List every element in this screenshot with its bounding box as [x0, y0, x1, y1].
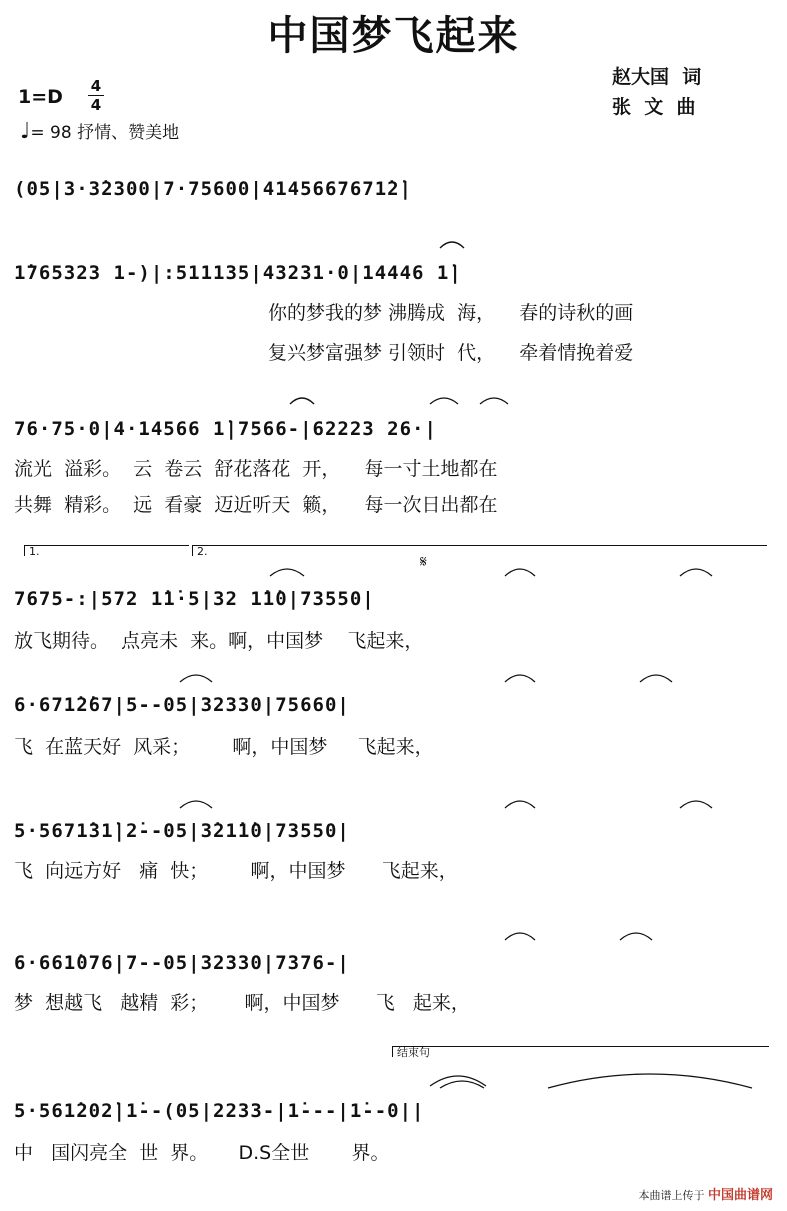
slur [180, 801, 212, 808]
slur [505, 933, 535, 940]
lyric-line-8: 中 国闪亮全 世 界。 D.S全世 界。 [14, 1142, 390, 1164]
lyric-line-6: 飞 向远方好 痛 快； 啊，中国梦 飞起来， [14, 860, 458, 882]
volta-2: 2. [192, 545, 767, 556]
key-signature: 1=D [18, 86, 63, 108]
song-title: 中国梦飞起来 [267, 13, 520, 59]
quarter-note-icon: ♩ [20, 119, 31, 144]
site-brand[interactable]: 中国曲谱网 [707, 1188, 773, 1203]
footer-credit [638, 1184, 773, 1203]
music-line-3: 76·75·0|4·14566 1̇|7566-|62223 26·| [14, 418, 437, 440]
slur [680, 801, 712, 808]
time-signature-top: 4 [90, 77, 102, 95]
lyric-line-2-verse-1: 你的梦我的梦 沸腾成 海， 春的诗秋的画 [268, 302, 634, 324]
composer: 张 文 曲 [612, 96, 696, 118]
slur [440, 1081, 484, 1088]
volta-1: 1. [24, 545, 189, 556]
slur [680, 569, 712, 576]
music-line-1: (05|3·3̇2300|7·75600|4145667671̇2̇| [14, 178, 413, 200]
slur [270, 569, 304, 576]
lyric-line-4: 放飞期待。 点亮未 来。啊，中国梦 飞起来， [14, 630, 424, 652]
footer-text: 本曲谱上传于 [638, 1189, 705, 1202]
slur [480, 398, 508, 404]
slur [180, 675, 212, 682]
slur [640, 675, 672, 682]
music-line-6: 5·5671̇31̇|2̇--05|3̇21̇1̇0|73550| [14, 820, 350, 842]
slur [290, 398, 314, 404]
slur [440, 242, 464, 248]
lyric-line-2-verse-2: 复兴梦富强梦 引领时 代， 牵着情挽着爱 [268, 342, 634, 364]
lyric-line-3-verse-2: 共舞 精彩。 远 看豪 迈近听天 籁， 每一次日出都在 [14, 494, 498, 516]
slur [505, 569, 535, 576]
music-line-5: 6·671̇2̇67|5--05|32330|75660| [14, 694, 350, 716]
music-line-2: 1̇765323 1-)|:511135|43231·0|14446 1̇| [14, 262, 462, 284]
lyricist: 赵大国 词 [612, 66, 702, 88]
lyric-line-3-verse-1: 流光 溢彩。 云 卷云 舒花落花 开， 每一寸土地都在 [14, 458, 498, 480]
segno-icon: 𝄋 [420, 552, 427, 571]
music-line-4: 7675-:|572 1̇1̇·5|32 1̇1̇0|73550| [14, 588, 375, 610]
lyric-line-5: 飞 在蓝天好 风采； 啊，中国梦 飞起来， [14, 736, 434, 758]
slur [430, 398, 458, 404]
tempo-text: = 98 抒情、赞美地 [30, 123, 180, 143]
music-line-7: 6·661̇076|7--05|32330|7376-| [14, 952, 350, 974]
slur [505, 801, 535, 808]
slur [620, 933, 652, 940]
slur [505, 675, 535, 682]
time-signature-bottom: 4 [90, 96, 102, 114]
slur [548, 1074, 752, 1088]
lyric-line-7: 梦 想越飞 越精 彩； 啊，中国梦 飞 起来， [14, 992, 470, 1014]
music-line-8: 5·561̇202̇|1̇--(05|2233-|1̇---|1̇--0|| [14, 1100, 425, 1122]
volta-ending: 结束句 [392, 1046, 769, 1057]
